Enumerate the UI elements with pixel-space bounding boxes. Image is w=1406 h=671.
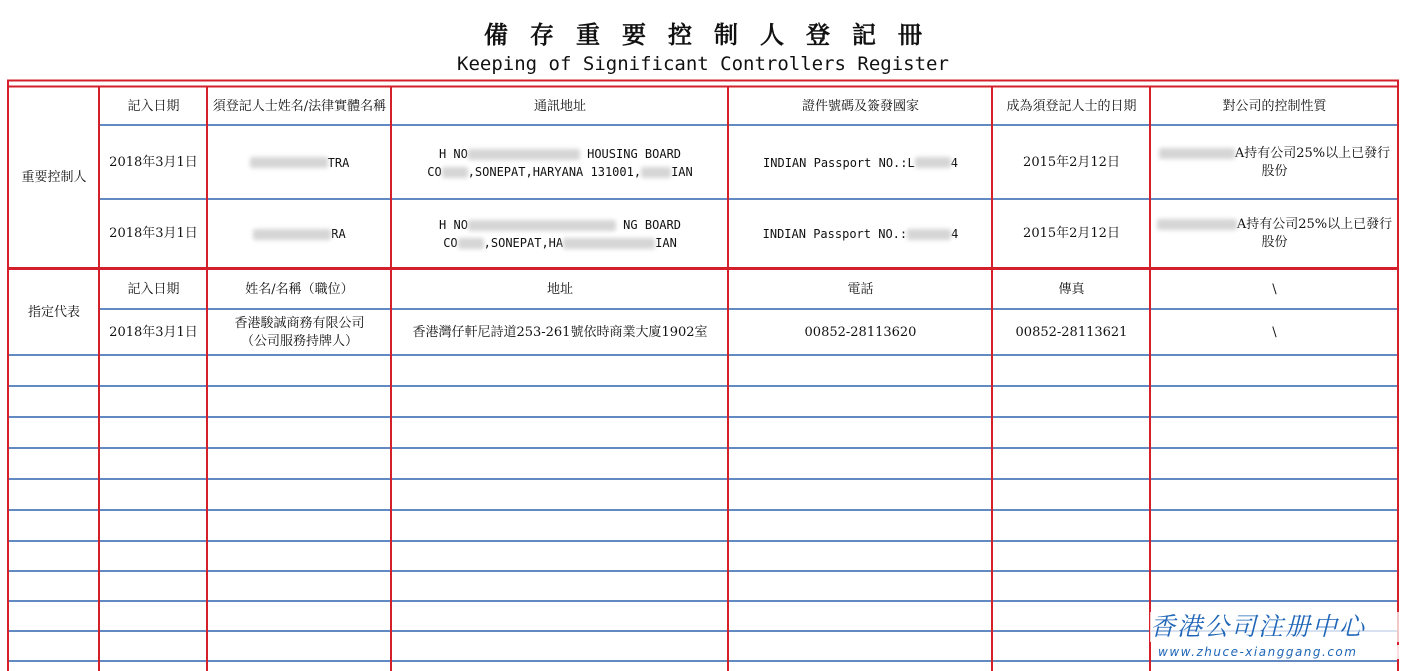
header-name: 須登記人士姓名/法律實體名稱 <box>212 98 387 114</box>
redacted-id-part <box>907 229 951 240</box>
rep-header-address: 地址 <box>546 282 573 297</box>
controllers-section-label: 重要控制人 <box>21 170 87 185</box>
header-id-country: 證件號碼及簽發國家 <box>801 98 919 114</box>
nature-line-1: A持有公司25%以上已發行 <box>1157 216 1392 234</box>
rep-row-phone: 00852-28113620 <box>804 324 917 340</box>
table-row-2-address <box>392 200 728 268</box>
table-row-1-nature-of-control <box>1151 126 1398 199</box>
rep-position: （公司服務持牌人） <box>240 333 358 349</box>
rep-row-name-position <box>208 310 391 355</box>
redacted-address-part <box>458 238 484 249</box>
redacted-address-part <box>641 167 671 178</box>
header-nature-of-control: 對公司的控制性質 <box>1222 98 1327 114</box>
rep-header-phone: 電話 <box>847 282 874 297</box>
redacted-name-part <box>1159 148 1235 159</box>
table-row-2-id-number: INDIAN Passport NO.: 4 <box>762 227 959 241</box>
redacted-name-part <box>1157 219 1237 230</box>
table-row-1-address <box>392 126 728 199</box>
register-title-english: Keeping of Significant Controllers Register <box>457 53 949 75</box>
header-date-entered: 記入日期 <box>127 98 180 114</box>
table-row-1-date-registrable: 2015年2月12日 <box>1023 154 1120 170</box>
nature-line-2: 股份 <box>1261 235 1288 250</box>
rep-company-name: 香港駿誠商務有限公司 <box>234 315 365 331</box>
representative-section-label: 指定代表 <box>27 305 80 320</box>
table-row-2-nature-of-control <box>1151 200 1398 268</box>
redacted-address-part <box>442 167 468 178</box>
name-visible-part: TRA <box>327 155 350 170</box>
address-line-1: H NO NG BOARD <box>439 218 681 232</box>
header-address: 通訊地址 <box>533 98 586 114</box>
redacted-id-part <box>915 157 951 168</box>
watermark-logo-text: 香港公司注册中心 <box>1150 612 1402 642</box>
redacted-address-part <box>468 149 580 160</box>
rep-header-fax: 傳真 <box>1058 282 1085 297</box>
redacted-address-part <box>468 220 616 231</box>
address-line-2: CO ,SONEPAT,HA IAN <box>443 236 677 250</box>
address-line-2: CO ,SONEPAT,HARYANA 131001, IAN <box>427 164 693 179</box>
name-visible-part: RA <box>331 227 346 241</box>
rep-header-name-position: 姓名/名稱（職位） <box>245 282 354 297</box>
rep-row-extra: \ <box>1272 324 1277 340</box>
table-row-1-name <box>208 126 391 199</box>
nature-line-2: 股份 <box>1261 163 1288 179</box>
rep-row-address: 香港灣仔軒尼詩道253-261號依時商業大廈1902室 <box>412 324 708 340</box>
header-date-registrable: 成為須登記人士的日期 <box>1006 98 1137 114</box>
rep-row-fax: 00852-28113621 <box>1015 324 1128 340</box>
table-row-2-date-registrable: 2015年2月12日 <box>1023 226 1120 241</box>
redacted-name-part <box>253 229 331 240</box>
address-line-1: H NO HOUSING BOARD <box>438 146 682 161</box>
table-row-2-date-entered: 2018年3月1日 <box>109 226 198 241</box>
redacted-name-part <box>250 157 328 168</box>
rep-header-date-entered: 記入日期 <box>127 282 180 297</box>
rep-row-date-entered: 2018年3月1日 <box>109 324 198 340</box>
redacted-address-part <box>563 238 655 249</box>
table-row-1-date-entered: 2018年3月1日 <box>109 154 198 170</box>
nature-line-1: A持有公司25%以上已發行 <box>1159 145 1390 163</box>
table-row-1-id-number: INDIAN Passport NO.:L 4 <box>763 155 958 170</box>
watermark-url: www.zhuce-xianggang.com <box>1158 645 1403 659</box>
register-title-chinese: 備存重要控制人登記冊 <box>484 21 944 49</box>
table-row-2-name <box>208 200 391 268</box>
rep-header-extra: \ <box>1272 282 1277 297</box>
